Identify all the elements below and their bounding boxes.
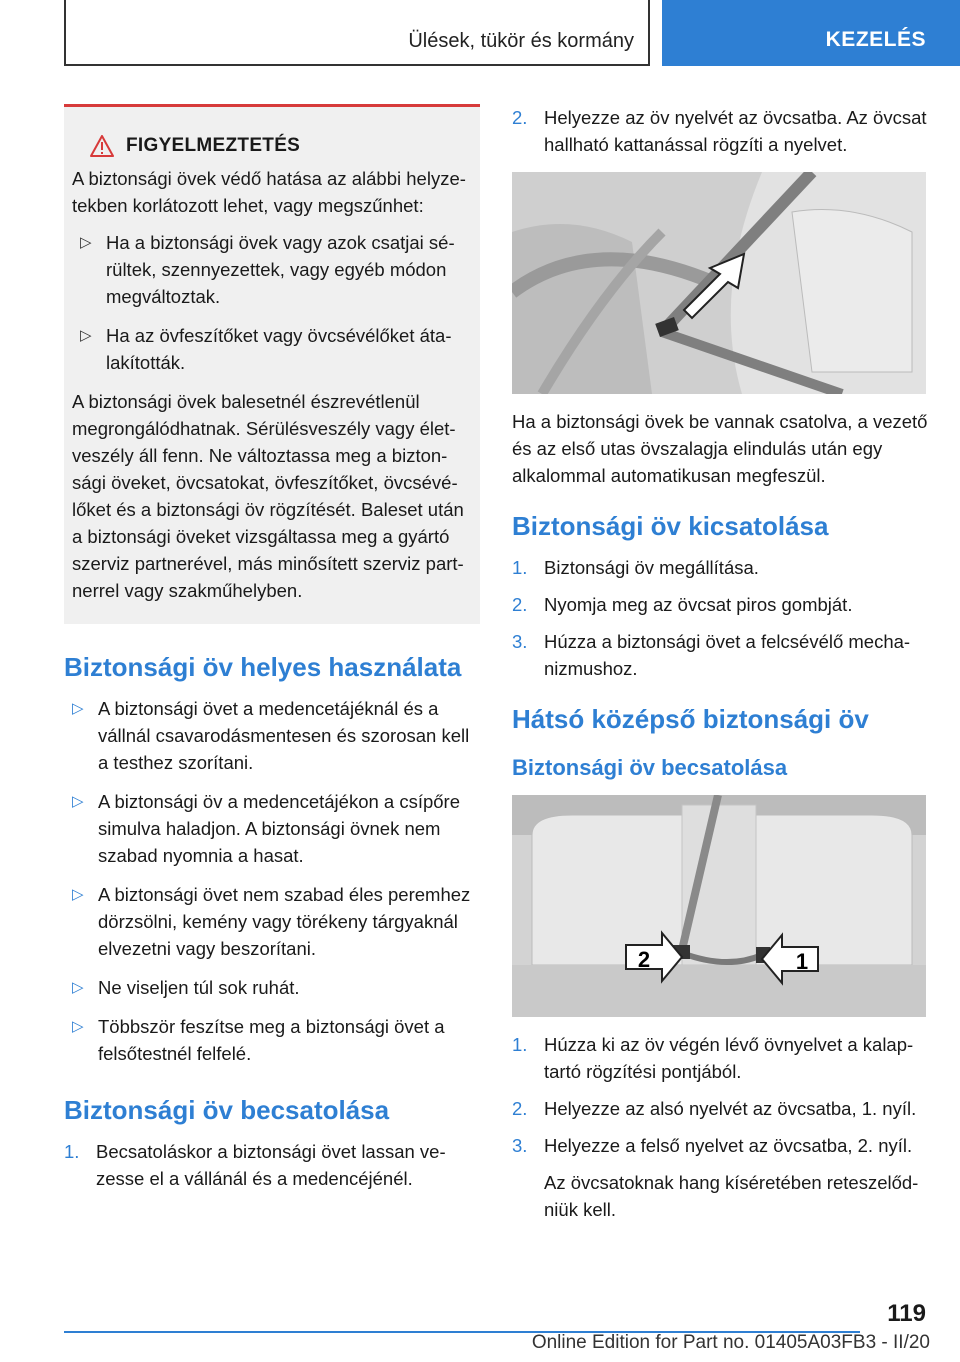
- warning-body: A biztonsági övek balesetnél észrevétlenül megrongálódhatnak. Sérülésveszély vagy életveszély áll fenn. Ne változtassa meg a biztonsági öveket, övcsatokat, övfeszítőket, övcsévélőket és a biztonsági öv rögzítését. Baleset után a biztonsági öveket vizsgáltassa meg a gyártó szerviz partnerével, más minősített szerviz partnerrel vagy szakműhelyben.: [72, 391, 464, 601]
- front-seat-belt-image: [512, 172, 926, 394]
- rear-fastening-note: Az övcsatoknak hang kíséretében reteszelődniük kell.: [544, 1172, 919, 1220]
- triangle-bullet-icon: ▷: [80, 234, 92, 251]
- step-item: [512, 104, 928, 158]
- step-text: Helyezze a felső nyelvet az övcsatba, 2. nyíl.: [544, 1135, 913, 1156]
- correct-use-list: [64, 695, 480, 1067]
- step-text: Biztonsági öv megállítása.: [544, 557, 759, 578]
- page-number: 119: [887, 1300, 926, 1327]
- rear-fastening-steps: [512, 1031, 928, 1159]
- figure-label-1: 1: [795, 949, 809, 974]
- list-item: [64, 1013, 480, 1067]
- warning-title: FIGYELMEZTETÉS: [126, 135, 301, 156]
- step-item: [64, 1138, 480, 1192]
- fastening-steps-left: [64, 1138, 480, 1192]
- step-number: 1.: [64, 1141, 80, 1162]
- subheading-rear-fastening: Biztonsági öv becsatolása: [512, 755, 788, 780]
- step-number: 1.: [512, 1034, 528, 1055]
- triangle-bullet-icon: ▷: [72, 700, 84, 717]
- step-text: Nyomja meg az övcsat piros gombját.: [544, 594, 853, 615]
- front-seat-illustration: [512, 172, 926, 394]
- fastening-steps-right: [512, 104, 928, 158]
- list-item: [64, 974, 480, 1001]
- step-text: Húzza ki az öv végén lévő övnyelvet a kalaptartó rögzítési pontjából.: [544, 1034, 914, 1082]
- warning-intro: A biztonsági övek védő hatása az alábbi helyzetekben korlátozott lehet, vagy megszűnhet:: [72, 168, 466, 216]
- step-item: [512, 554, 928, 581]
- triangle-bullet-icon: ▷: [72, 979, 84, 996]
- right-column: [512, 104, 928, 1223]
- step-item: [512, 628, 928, 682]
- bullet-text: Ne viseljen túl sok ruhát.: [98, 977, 300, 998]
- list-item: [64, 881, 480, 962]
- list-item: [72, 229, 472, 310]
- section-heading-fastening: Biztonsági öv becsatolása: [64, 1095, 390, 1125]
- bullet-text: Többször feszítse meg a biztonsági övet a felsőtestnél felfelé.: [98, 1016, 445, 1064]
- triangle-bullet-icon: ▷: [72, 886, 84, 903]
- step-number: 2.: [512, 594, 528, 615]
- rear-seat-illustration: [512, 795, 926, 1017]
- section-heading-correct-use: Biztonsági öv helyes használata: [64, 652, 462, 682]
- step-item: [512, 1132, 928, 1159]
- section-tab-label: KEZELÉS: [825, 28, 926, 51]
- step-number: 2.: [512, 1098, 528, 1119]
- bullet-text: A biztonsági öv a medencetájékon a csípőre simulva haladjon. A biztonsági övnek nem szabad nyomnia a hasat.: [98, 791, 461, 866]
- step-number: 2.: [512, 107, 528, 128]
- fastening-note: Ha a biztonsági övek be vannak csatolva, a vezető és az első utas övszalagja elindulás után egy alkalommal automatikusan megfeszül.: [512, 411, 928, 486]
- section-tab[interactable]: [662, 0, 960, 66]
- rear-seat-belt-image: [512, 795, 926, 1017]
- bullet-text: A biztonsági övet nem szabad éles peremhez dörzsölni, kemény vagy törékeny tárgyaknál elvezetni vagy beszorítani.: [98, 884, 471, 959]
- step-item: [512, 591, 928, 618]
- step-item: [512, 1031, 928, 1085]
- unfastening-steps: [512, 554, 928, 682]
- triangle-bullet-icon: ▷: [80, 327, 92, 344]
- warning-header: [90, 135, 472, 157]
- step-text: Húzza a biztonsági övet a felcsévélő mechanizmushoz.: [544, 631, 911, 679]
- warning-triangle-icon: [90, 135, 114, 157]
- bullet-text: Ha az övfeszítőket vagy övcsévélőket átalakították.: [106, 325, 452, 373]
- list-item: [64, 695, 480, 776]
- step-number: 1.: [512, 557, 528, 578]
- warning-bullet-list: [72, 229, 472, 376]
- section-heading-unfastening: Biztonsági öv kicsatolása: [512, 511, 829, 541]
- step-text: Becsatoláskor a biztonsági övet lassan vezesse el a vállánál és a medencéjénél.: [96, 1141, 446, 1189]
- triangle-bullet-icon: ▷: [72, 1018, 84, 1035]
- chapter-title: Ülések, tükör és kormány: [408, 30, 634, 52]
- list-item: [72, 322, 472, 376]
- left-column: [64, 104, 480, 1202]
- section-heading-rear-middle: Hátsó középső biztonsági öv: [512, 704, 869, 734]
- step-item: [512, 1095, 928, 1122]
- triangle-bullet-icon: ▷: [72, 793, 84, 810]
- bullet-text: Ha a biztonsági övek vagy azok csatjai sérültek, szennyezettek, vagy egyéb módon megváltoztak.: [106, 232, 455, 307]
- header-chapter-box: [64, 0, 650, 66]
- figure-label-2: 2: [637, 947, 651, 972]
- step-number: 3.: [512, 631, 528, 652]
- step-number: 3.: [512, 1135, 528, 1156]
- step-text: Helyezze az alsó nyelvét az övcsatba, 1. nyíl.: [544, 1098, 917, 1119]
- list-item: [64, 788, 480, 869]
- bullet-text: A biztonsági övet a medencetájéknál és a vállnál csavarodásmentesen és szorosan kell a testhez szorítani.: [98, 698, 470, 773]
- footer-edition: Online Edition for Part no. 01405A03FB3 - II/20: [531, 1332, 930, 1353]
- step-text: Helyezze az öv nyelvét az övcsatba. Az övcsat hallható kattanással rögzíti a nyelvet.: [544, 107, 927, 155]
- warning-box: [64, 104, 480, 624]
